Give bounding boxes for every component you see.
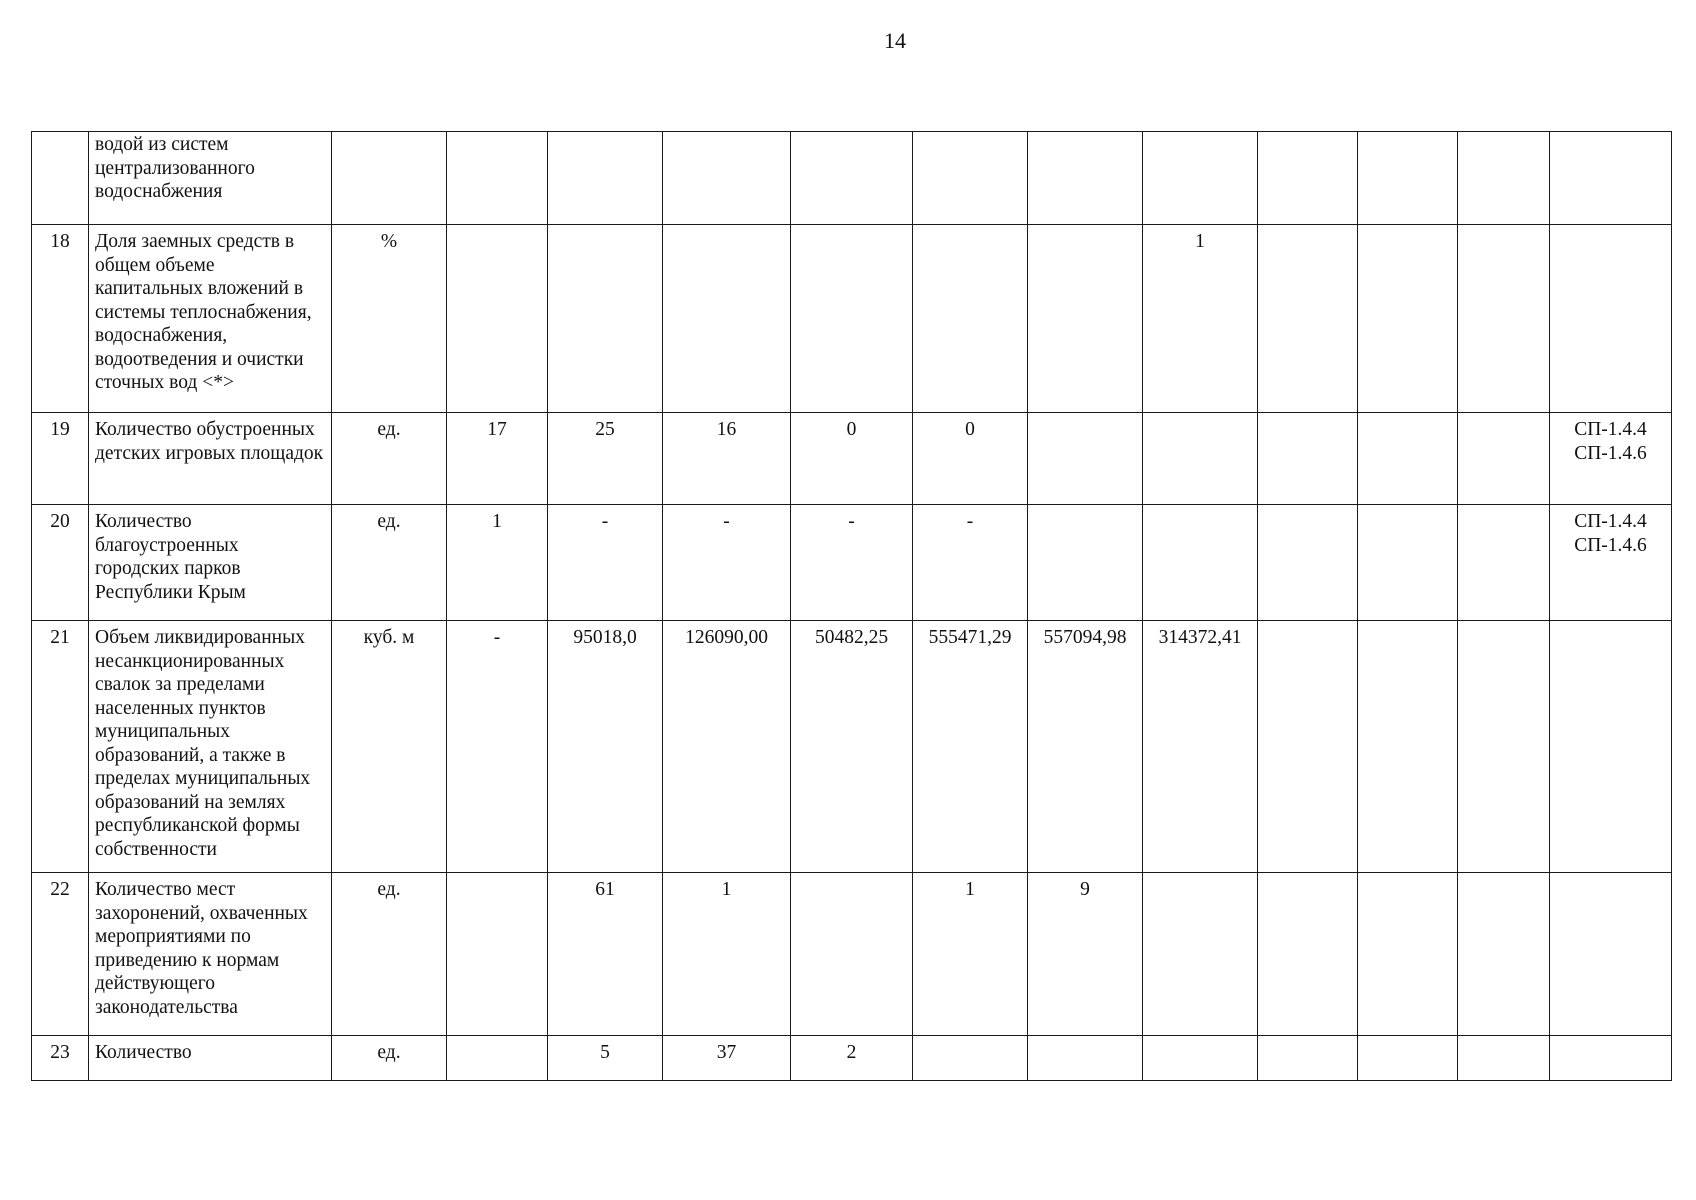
row-number-cell: 23 — [32, 1036, 89, 1081]
value-cell: 37 — [663, 1036, 791, 1081]
reference-cell — [1550, 1036, 1672, 1081]
value-cell: - — [791, 505, 913, 621]
value-cell — [1358, 621, 1458, 873]
value-cell: 0 — [913, 413, 1028, 505]
value-cell — [1028, 505, 1143, 621]
value-cell — [1028, 413, 1143, 505]
table-body — [32, 132, 1672, 1081]
value-cell — [1143, 1036, 1258, 1081]
row-number-cell: 19 — [32, 413, 89, 505]
value-cell — [1258, 1036, 1358, 1081]
reference-code: СП-1.4.4 — [1574, 511, 1647, 532]
table-row — [32, 413, 1672, 505]
value-cell — [1458, 621, 1550, 873]
value-cell — [1258, 225, 1358, 413]
value-cell: - — [548, 505, 663, 621]
value-cell — [447, 873, 548, 1036]
value-cell — [1143, 132, 1258, 225]
value-cell — [548, 132, 663, 225]
value-cell — [1358, 413, 1458, 505]
reference-code: СП-1.4.4 — [1574, 419, 1647, 440]
row-number-cell: 18 — [32, 225, 89, 413]
value-cell — [1358, 225, 1458, 413]
value-cell — [791, 225, 913, 413]
table-row — [32, 1036, 1672, 1081]
value-cell: 95018,0 — [548, 621, 663, 873]
reference-cell — [1550, 873, 1672, 1036]
value-cell: 2 — [791, 1036, 913, 1081]
value-cell: 17 — [447, 413, 548, 505]
value-cell — [791, 132, 913, 225]
reference-code: СП-1.4.6 — [1574, 442, 1647, 464]
value-cell — [1143, 413, 1258, 505]
value-cell: 1 — [1143, 225, 1258, 413]
reference-cell — [1550, 225, 1672, 413]
value-cell: - — [913, 505, 1028, 621]
value-cell — [1458, 413, 1550, 505]
value-cell — [1258, 413, 1358, 505]
value-cell: 25 — [548, 413, 663, 505]
row-number-cell: 21 — [32, 621, 89, 873]
value-cell: 61 — [548, 873, 663, 1036]
indicator-name-cell: Объем ликвидированных несанкционированных свалок за пределами населенных пунктов муниципальных образований, а также в пределах муниципальных образований на землях республиканской формы собственности — [89, 621, 332, 873]
unit-cell — [332, 132, 447, 225]
row-number-cell: 20 — [32, 505, 89, 621]
value-cell: 16 — [663, 413, 791, 505]
indicators-table — [31, 131, 1672, 1081]
value-cell — [1028, 225, 1143, 413]
value-cell — [1358, 505, 1458, 621]
value-cell — [1458, 1036, 1550, 1081]
indicator-name-cell: Количество — [89, 1036, 332, 1081]
value-cell — [663, 225, 791, 413]
value-cell: 314372,41 — [1143, 621, 1258, 873]
table-row — [32, 873, 1672, 1036]
value-cell — [1143, 873, 1258, 1036]
indicator-name-cell: водой из систем централизованного водоснабжения — [89, 132, 332, 225]
unit-cell: ед. — [332, 505, 447, 621]
value-cell — [913, 1036, 1028, 1081]
unit-cell: % — [332, 225, 447, 413]
value-cell — [1358, 1036, 1458, 1081]
indicator-name-cell: Доля заемных средств в общем объеме капитальных вложений в системы теплоснабжения, водоснабжения, водоотведения и очистки сточных вод <*> — [89, 225, 332, 413]
reference-cell — [1550, 132, 1672, 225]
value-cell — [913, 225, 1028, 413]
table-row — [32, 225, 1672, 413]
reference-code: СП-1.4.6 — [1574, 534, 1647, 556]
value-cell: 555471,29 — [913, 621, 1028, 873]
unit-cell: ед. — [332, 413, 447, 505]
value-cell — [1458, 873, 1550, 1036]
value-cell — [663, 132, 791, 225]
value-cell — [1258, 132, 1358, 225]
value-cell: 1 — [447, 505, 548, 621]
value-cell — [1028, 1036, 1143, 1081]
value-cell — [548, 225, 663, 413]
value-cell — [1458, 505, 1550, 621]
value-cell — [791, 873, 913, 1036]
value-cell: 9 — [1028, 873, 1143, 1036]
value-cell: 557094,98 — [1028, 621, 1143, 873]
row-number-cell: 22 — [32, 873, 89, 1036]
reference-cell — [1550, 621, 1672, 873]
indicator-name-cell: Количество благоустроенных городских парков Республики Крым — [89, 505, 332, 621]
value-cell — [1258, 873, 1358, 1036]
reference-cell — [1550, 413, 1672, 505]
value-cell: 5 — [548, 1036, 663, 1081]
value-cell — [447, 225, 548, 413]
value-cell — [1258, 505, 1358, 621]
value-cell — [913, 132, 1028, 225]
value-cell — [1028, 132, 1143, 225]
reference-cell — [1550, 505, 1672, 621]
row-number-cell — [32, 132, 89, 225]
table-row — [32, 132, 1672, 225]
unit-cell: куб. м — [332, 621, 447, 873]
value-cell: 1 — [663, 873, 791, 1036]
value-cell: - — [663, 505, 791, 621]
value-cell: 1 — [913, 873, 1028, 1036]
value-cell: 126090,00 — [663, 621, 791, 873]
value-cell — [1258, 621, 1358, 873]
table-row — [32, 505, 1672, 621]
value-cell — [1458, 225, 1550, 413]
unit-cell: ед. — [332, 873, 447, 1036]
value-cell — [447, 132, 548, 225]
value-cell: 0 — [791, 413, 913, 505]
value-cell — [447, 1036, 548, 1081]
page-number: 14 — [884, 28, 906, 53]
table-row — [32, 621, 1672, 873]
value-cell — [1143, 505, 1258, 621]
value-cell — [1358, 132, 1458, 225]
unit-cell: ед. — [332, 1036, 447, 1081]
indicator-name-cell: Количество мест захоронений, охваченных мероприятиями по приведению к нормам действующего законодательства — [89, 873, 332, 1036]
indicator-name-cell: Количество обустроенных детских игровых площадок — [89, 413, 332, 505]
value-cell — [1458, 132, 1550, 225]
value-cell — [1358, 873, 1458, 1036]
value-cell: 50482,25 — [791, 621, 913, 873]
value-cell: - — [447, 621, 548, 873]
